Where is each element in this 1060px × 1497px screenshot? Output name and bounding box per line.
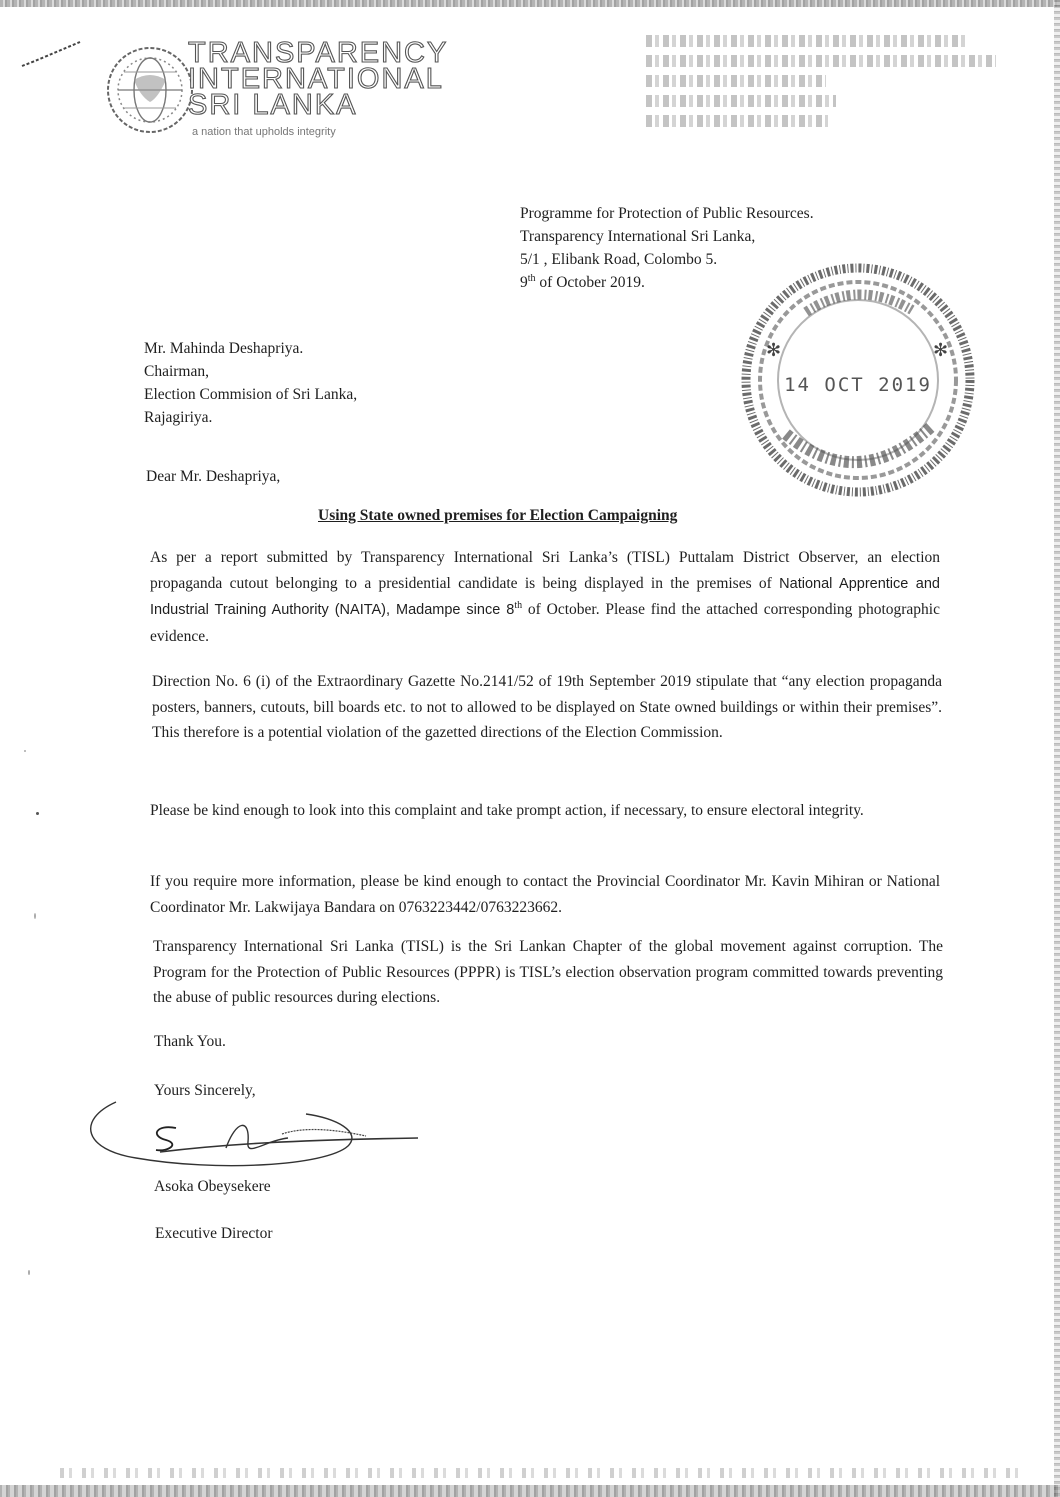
recipient-title: Chairman,	[144, 363, 209, 380]
recipient-address	[144, 337, 357, 429]
scan-speck	[36, 812, 39, 815]
svg-text:✻: ✻	[933, 340, 949, 361]
contact-line	[646, 95, 836, 107]
contact-line	[646, 75, 826, 87]
recipient-name: Mr. Mahinda Deshapriya.	[144, 340, 304, 357]
contact-line	[646, 55, 996, 67]
sender-line: 5/1 , Elibank Road, Colombo 5.	[520, 251, 718, 268]
letter-subject: Using State owned premises for Election Campaigning	[318, 507, 678, 524]
body-paragraph-2: Direction No. 6 (i) of the Extraordinary Gazette No.2141/52 of 19th September 2019 stipulate that “any election propaganda posters, banners, cutouts, bill boards etc. to not to allowed to be displayed on State owned buildings or within their premises”. This therefore is a potential violation of the gazetted directions of the Election Commission.	[152, 673, 942, 741]
brand-line-1: TRANSPARENCY	[188, 37, 449, 69]
scan-top-edge	[0, 0, 1060, 7]
brand-line-2: INTERNATIONAL	[188, 63, 444, 95]
body-paragraph-3: Please be kind enough to look into this complaint and take prompt action, if necessary, to ensure electoral integrity.	[150, 802, 864, 819]
signer-title: Executive Director	[155, 1225, 273, 1242]
letter-date: 9th of October 2019.	[520, 272, 645, 291]
stamp-date: 14 OCT 2019	[784, 374, 932, 396]
scan-speck	[34, 913, 36, 919]
brand-line-3: SRI LANKA	[188, 89, 358, 121]
body-paragraph-5: Transparency International Sri Lanka (TISL) is the Sri Lankan Chapter of the global movement against corruption. The Program for the Protection of Public Resources (PPPR) is TISL’s election observation program committed towards preventing the abuse of public resources during elections.	[153, 938, 943, 1006]
body-paragraph-1: As per a report submitted by Transparency International Sri Lanka’s (TISL) Puttalam District Observer, an election propaganda cutout belonging to a presidential candidate is being displayed in the premises of National Apprentice and Industrial Training Authority (NAITA), Madampe since 8th of October. Please find the attached corresponding photographic evidence.	[150, 549, 940, 645]
letterhead-footer	[60, 1468, 1020, 1478]
recipient-city: Rajagiriya.	[144, 409, 213, 426]
scan-mark-icon	[20, 40, 82, 70]
scan-bottom-edge	[0, 1485, 1060, 1497]
sender-line: Transparency International Sri Lanka,	[520, 228, 756, 245]
brand-tagline: a nation that upholds integrity	[192, 126, 336, 138]
salutation: Dear Mr. Deshapriya,	[146, 468, 281, 485]
contact-line	[646, 35, 966, 47]
brand-name	[188, 37, 468, 121]
sender-line: Programme for Protection of Public Resources.	[520, 205, 814, 222]
scan-speck	[28, 1270, 30, 1275]
received-stamp	[736, 258, 980, 502]
handwritten-signature	[76, 1080, 426, 1190]
svg-text:✻: ✻	[766, 340, 782, 361]
letterhead-contact-block	[646, 35, 1016, 135]
scan-speck	[24, 750, 26, 752]
scan-right-edge	[1054, 0, 1060, 1497]
ti-globe-logo-icon	[104, 40, 198, 140]
signer-name: Asoka Obeysekere	[154, 1178, 271, 1195]
contact-line	[646, 115, 828, 127]
recipient-organization: Election Commision of Sri Lanka,	[144, 386, 358, 403]
closing-sign-off: Yours Sincerely,	[154, 1082, 256, 1099]
body-paragraph-4: If you require more information, please be kind enough to contact the Provincial Coordinator Mr. Kavin Mihiran or National Coordinator Mr. Lakwijaya Bandara on 0763223442/0763223662.	[150, 873, 940, 916]
closing-thanks: Thank You.	[154, 1033, 226, 1050]
